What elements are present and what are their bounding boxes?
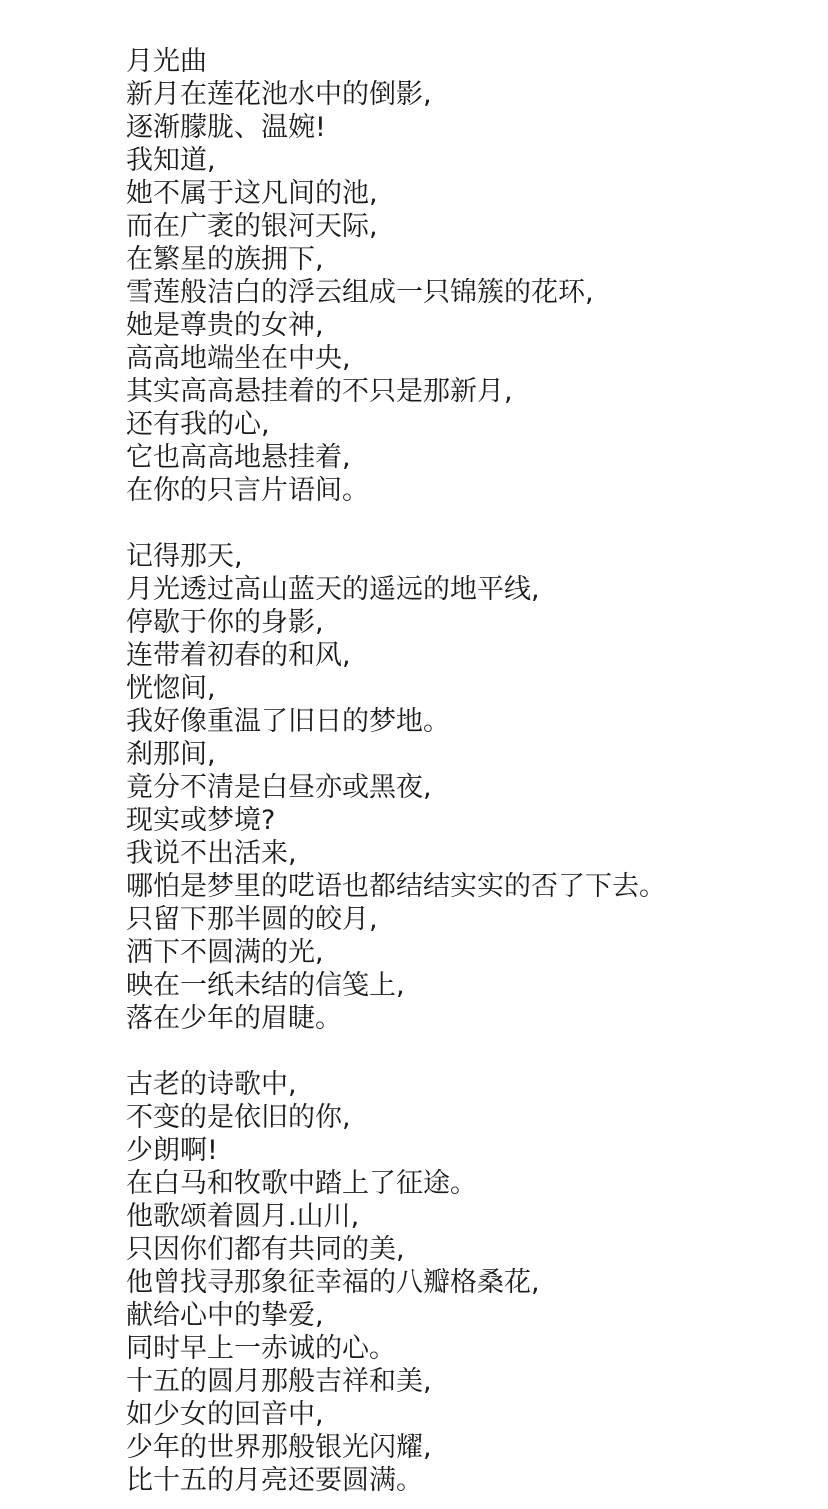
poem-line: 其实高高悬挂着的不只是那新月, [126,376,513,407]
poem-line: 而在广袤的银河天际, [126,211,378,242]
poem-line: 在繁星的族拥下, [126,244,324,275]
stanza-break [126,507,666,540]
poem-line: 他曾找寻那象征幸福的八瓣格桑花, [126,1267,540,1298]
poem-line: 它也高高地悬挂着, [126,442,351,473]
poem-line: 我知道, [126,145,216,176]
poem-document [126,45,666,1497]
poem-line: 还有我的心, [126,409,270,440]
poem-line: 在你的只言片语间。 [126,475,369,506]
poem-line: 他歌颂着圆月.山川, [126,1201,360,1232]
poem-line: 在白马和牧歌中踏上了征途。 [126,1168,477,1199]
poem-line: 新月在莲花池水中的倒影, [126,79,432,110]
poem-line: 只留下那半圆的皎月, [126,904,378,935]
poem-line: 现实或梦境? [126,805,276,836]
poem-line: 停歇于你的身影, [126,607,324,638]
poem-line: 少年的世界那般银光闪耀, [126,1432,432,1463]
poem-line: 古老的诗歌中, [126,1069,297,1100]
poem-line: 刹那间, [126,739,216,770]
poem-line: 她不属于这凡间的池, [126,178,378,209]
poem-title: 月光曲 [126,46,207,77]
poem-line: 恍惚间, [126,673,216,704]
poem-line: 雪莲般洁白的浮云组成一只锦簇的花环, [126,277,594,308]
poem-line: 逐渐朦胧、温婉! [126,112,326,143]
poem-line: 记得那天, [126,541,243,572]
poem-line: 不变的是依旧的你, [126,1102,351,1133]
poem-line: 连带着初春的和风, [126,640,351,671]
poem-line: 我好像重温了旧日的梦地。 [126,706,450,737]
poem-line: 高高地端坐在中央, [126,343,351,374]
poem-line: 我说不出活来, [126,838,297,869]
poem-line: 十五的圆月那般吉祥和美, [126,1366,432,1397]
poem-line: 月光透过高山蓝天的遥远的地平线, [126,574,540,605]
poem-line: 只因你们都有共同的美, [126,1234,405,1265]
poem-line: 如少女的回音中, [126,1399,324,1430]
poem-line: 献给心中的挚爱, [126,1300,324,1331]
poem-line: 她是尊贵的女神, [126,310,324,341]
poem-line: 同时早上一赤诚的心。 [126,1333,396,1364]
stanza-break [126,1035,666,1068]
poem-line: 落在少年的眉睫。 [126,1003,342,1034]
poem-line: 竟分不清是白昼亦或黑夜, [126,772,432,803]
poem-line: 少朗啊! [126,1135,218,1166]
poem-line: 映在一纸未结的信笺上, [126,970,405,1001]
poem-line: 哪怕是梦里的呓语也都结结实实的否了下去。 [126,871,666,902]
poem-line: 比十五的月亮还要圆满。 [126,1465,423,1496]
poem-line: 洒下不圆满的光, [126,937,324,968]
